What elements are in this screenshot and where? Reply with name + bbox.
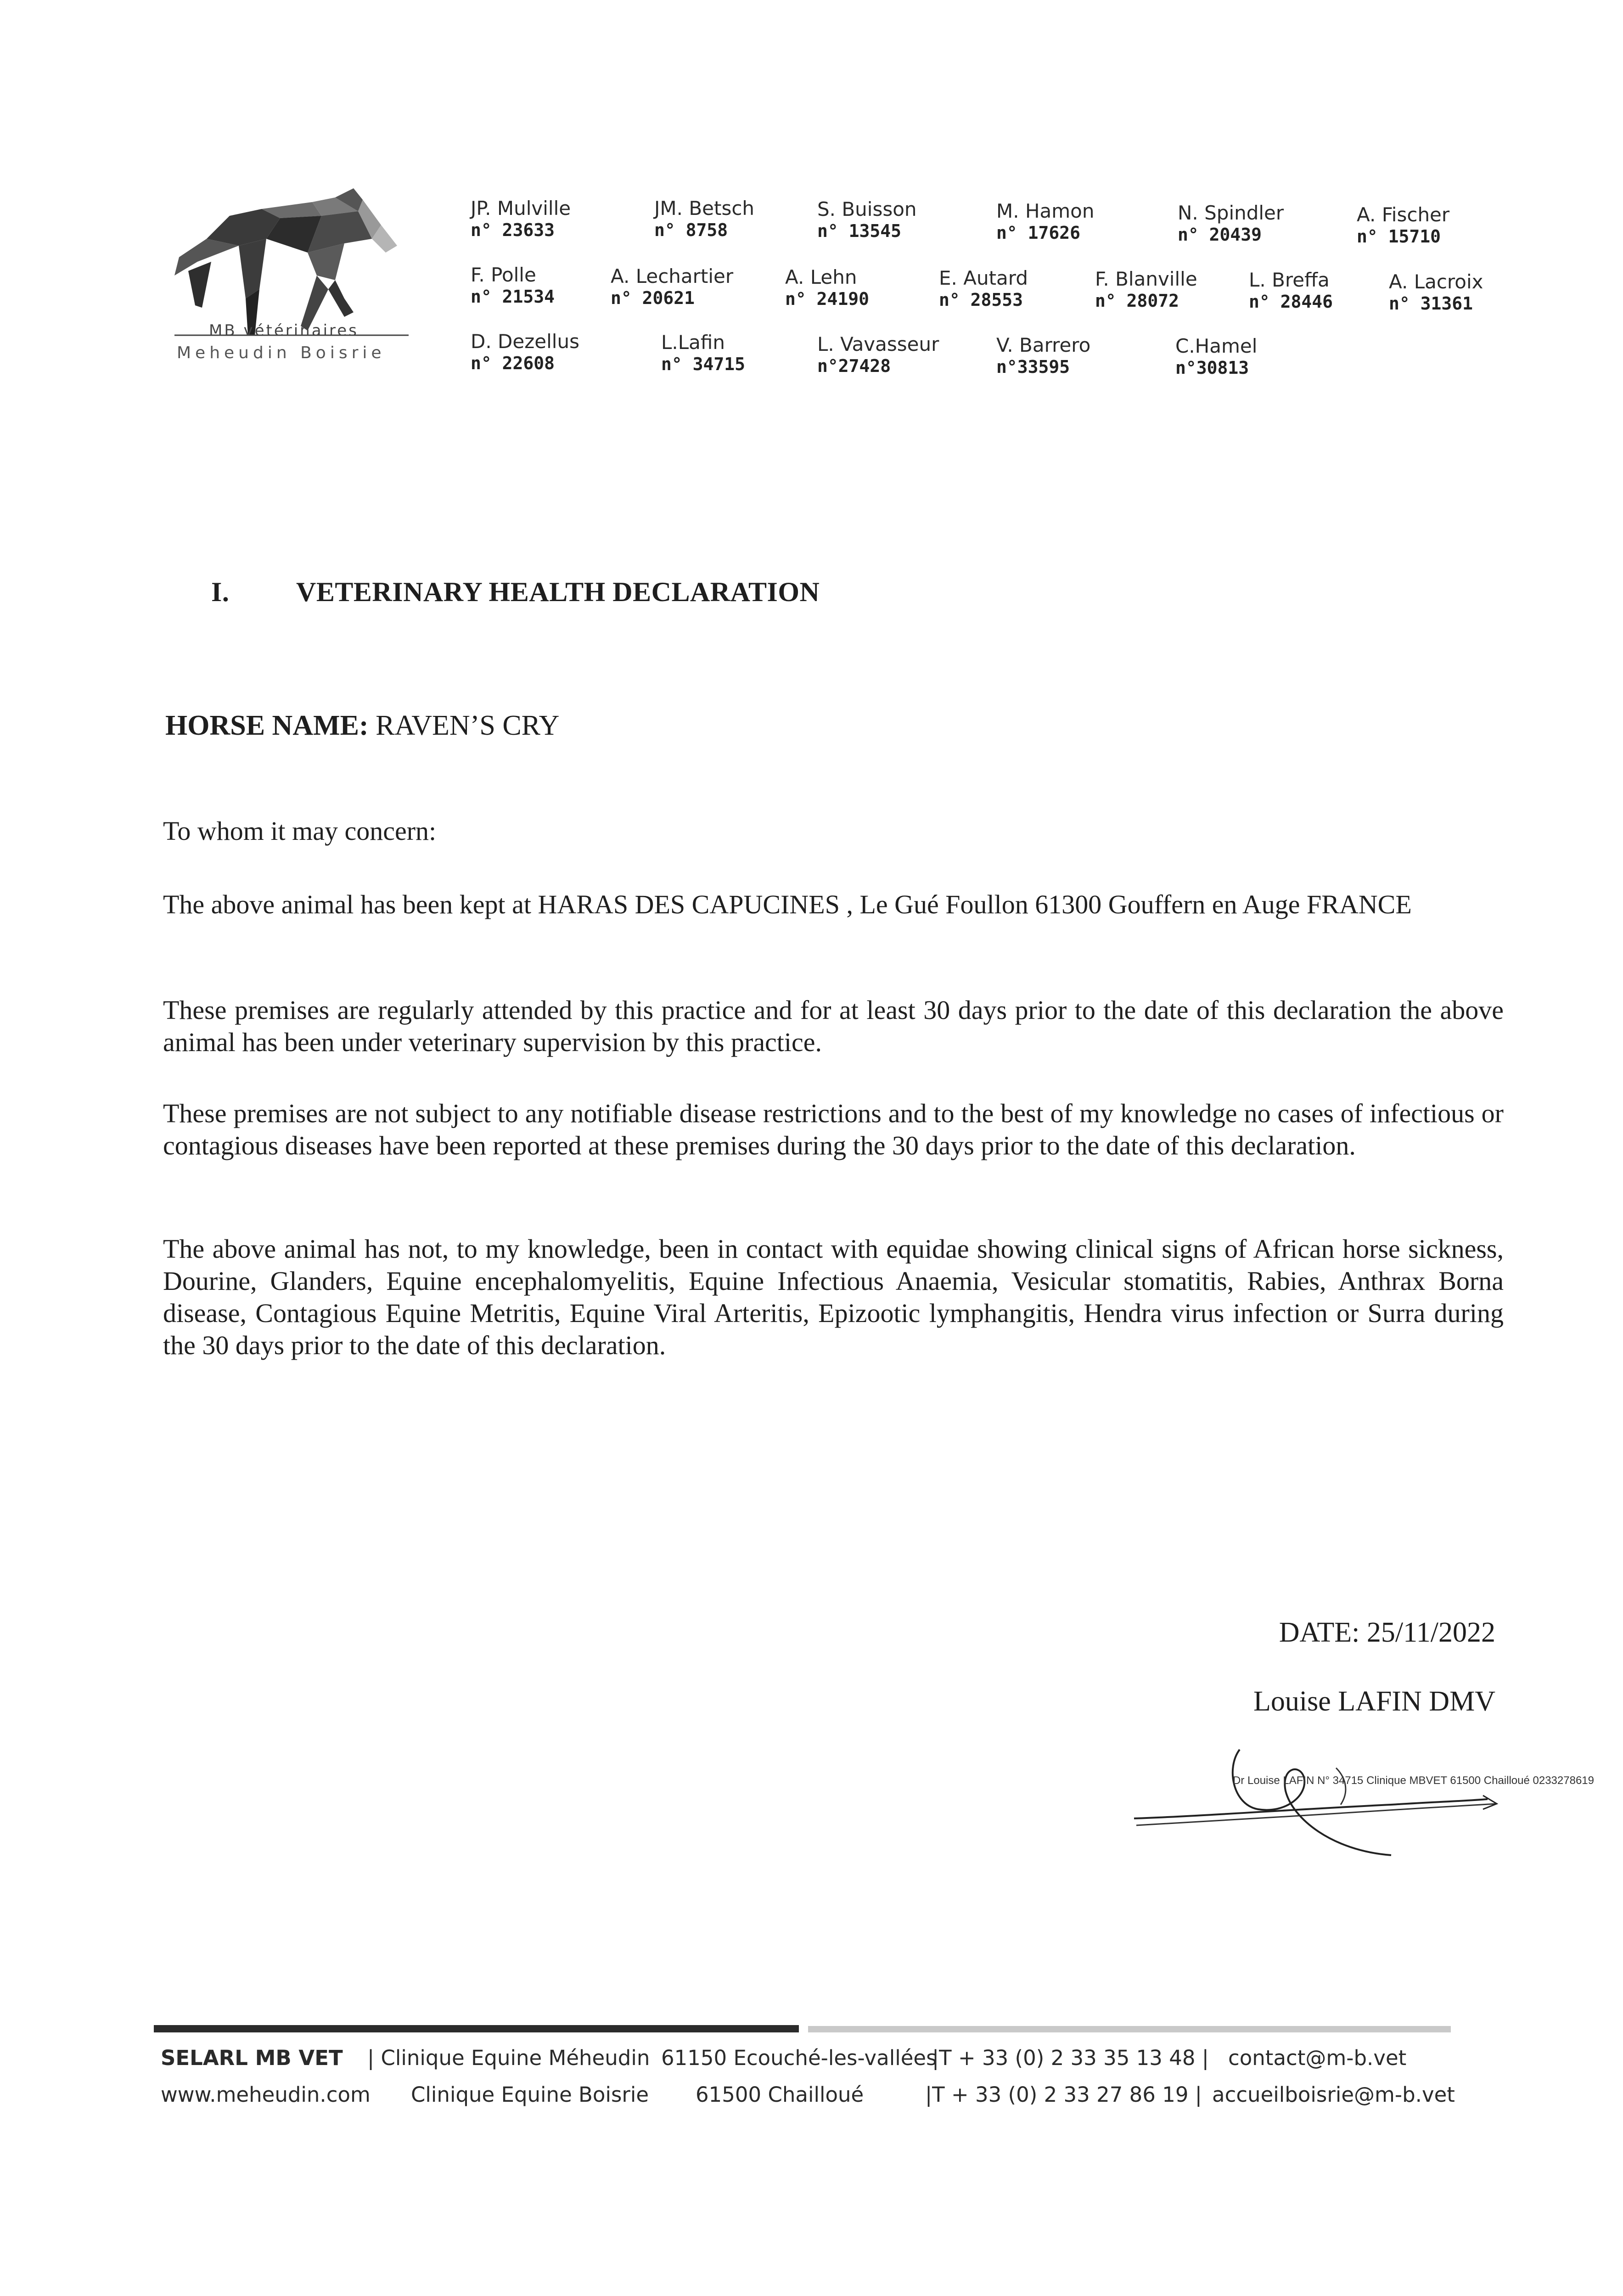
vet-entry (817, 333, 939, 377)
horse-name-value: RAVEN’S CRY (376, 710, 560, 741)
vet-entry (471, 331, 579, 374)
vet-number: n° 15710 (1357, 226, 1441, 247)
salutation: To whom it may concern: (163, 816, 437, 846)
vet-name: F. Polle (471, 264, 536, 286)
logo-text-mb-veterinaires: MB vétérinaires (209, 321, 359, 340)
vet-name: D. Dezellus (471, 330, 579, 353)
vet-number: n° 31361 (1389, 293, 1473, 314)
vet-number: n° 34715 (661, 354, 746, 374)
vet-number: n° 28553 (939, 290, 1023, 310)
vet-number: n° 21534 (471, 287, 555, 307)
vet-entry (1389, 271, 1483, 314)
footer-email-boisrie[interactable]: accueilboisrie@m-b.vet (1212, 2082, 1455, 2107)
vet-number: n° 22608 (471, 353, 555, 373)
vet-number: n°27428 (817, 356, 891, 376)
vet-name: S. Buisson (817, 198, 917, 220)
vet-name: JP. Mulville (471, 197, 571, 219)
vet-number: n° 23633 (471, 220, 555, 240)
vet-entry (996, 200, 1095, 243)
paragraph-disease-restrictions: These premises are not subject to any notifiable disease restrictions and to the best of my knowledge no cases of infectious or contagious diseases have been reported at these premises during the 30 days prior to the date of this declaration. (163, 1098, 1504, 1160)
vet-entry (471, 197, 571, 241)
vet-name: L. Breffa (1249, 269, 1330, 291)
vet-entry (996, 334, 1090, 377)
vet-name: N. Spindler (1178, 202, 1284, 224)
footer-website[interactable]: www.meheudin.com (161, 2082, 371, 2107)
vet-entry (817, 198, 917, 242)
footer-phone-meheudin: |T + 33 (0) 2 33 35 13 48 | (932, 2046, 1209, 2070)
vet-entry (1357, 204, 1449, 247)
company-name: SELARL MB VET (161, 2046, 343, 2070)
footer-email-meheudin[interactable]: contact@m-b.vet (1228, 2046, 1407, 2070)
horse-name-label: HORSE NAME: (165, 710, 369, 741)
vet-number: n° 13545 (817, 221, 902, 241)
signer-name: Louise LAFIN DMV (1253, 1686, 1495, 1717)
declaration-date: DATE: 25/11/2022 (1279, 1617, 1495, 1648)
vet-number: n° 20621 (611, 288, 695, 308)
vet-entry (471, 264, 555, 307)
footer-phone-boisrie: |T + 33 (0) 2 33 27 86 19 | (925, 2082, 1202, 2107)
vet-number: n° 17626 (996, 223, 1081, 243)
footer-clinic-meheudin: | Clinique Equine Méheudin (367, 2046, 650, 2070)
vet-number: n°33595 (996, 357, 1070, 377)
footer-clinic-boisrie: Clinique Equine Boisrie (411, 2082, 649, 2107)
section-number: I. (211, 577, 230, 607)
horse-name-line (165, 709, 559, 742)
vet-number: n° 28072 (1095, 291, 1179, 311)
vet-name: A. Lechartier (611, 265, 734, 287)
logo-text-meheudin-boisrie: Meheudin Boisrie (177, 343, 386, 362)
vet-name: A. Lacroix (1389, 270, 1483, 293)
vet-entry (1175, 335, 1257, 378)
footer-divider-dark (154, 2025, 799, 2032)
vet-number: n° 20439 (1178, 225, 1262, 245)
vet-entry (785, 266, 869, 310)
vet-name: JM. Betsch (654, 197, 755, 219)
vet-entry (1095, 268, 1197, 311)
paragraph-contact-declaration: The above animal has not, to my knowledge, been in contact with equidae showing clinical signs of African horse sickness, Dourine, Glanders, Equine encephalomyelitis, Equine Infectious Anaemia, Vesicular stomatitis, Rabies, Anthrax Borna disease, Contagious Equine Metritis, Equine Viral Arteritis, Epizootic lymphangitis, Hendra virus infection or Surra during the 30 days prior to the date of this declaration. (163, 1234, 1504, 1360)
vet-entry (1249, 269, 1333, 312)
stamp-text: Dr Louise LAFIN N° 34715 Clinique MBVET 61500 Chailloué 0233278619 (1233, 1774, 1594, 1787)
document-title (211, 576, 820, 608)
vet-entry (939, 267, 1028, 310)
vet-name: F. Blanville (1095, 268, 1197, 290)
vet-number: n°30813 (1175, 358, 1249, 378)
footer-divider-light (808, 2026, 1451, 2032)
vet-name: M. Hamon (996, 200, 1095, 222)
vet-name: V. Barrero (996, 334, 1091, 356)
vet-entry (611, 265, 733, 309)
vet-number: n° 24190 (785, 289, 870, 309)
vet-name: L.Lafin (661, 331, 725, 354)
vet-name: A. Fischer (1357, 203, 1450, 226)
footer-company (161, 2046, 343, 2070)
title-text: VETERINARY HEALTH DECLARATION (296, 577, 820, 607)
vet-name: C.Hamel (1175, 335, 1258, 357)
vet-name: L. Vavasseur (817, 333, 939, 355)
footer-address-boisrie: 61500 Chailloué (696, 2082, 864, 2107)
vet-name: A. Lehn (785, 266, 857, 288)
paragraph-supervision: These premises are regularly attended by this practice and for at least 30 days prior to the date of this declaration the above animal has been under veterinary supervision by this practice. (163, 995, 1504, 1057)
signature-with-stamp (1134, 1740, 1594, 1869)
paragraph-premises: The above animal has been kept at HARAS DES CAPUCINES , Le Gué Foullon 61300 Gouffern en Auge FRANCE (163, 889, 1412, 919)
footer-address-meheudin: 61150 Ecouché-les-vallées (661, 2046, 937, 2070)
vet-entry (654, 197, 754, 241)
vet-number: n° 8758 (654, 220, 728, 240)
vet-entry (1178, 202, 1284, 245)
vet-name: E. Autard (939, 267, 1028, 289)
vet-number: n° 28446 (1249, 292, 1333, 312)
vet-entry (661, 332, 745, 375)
